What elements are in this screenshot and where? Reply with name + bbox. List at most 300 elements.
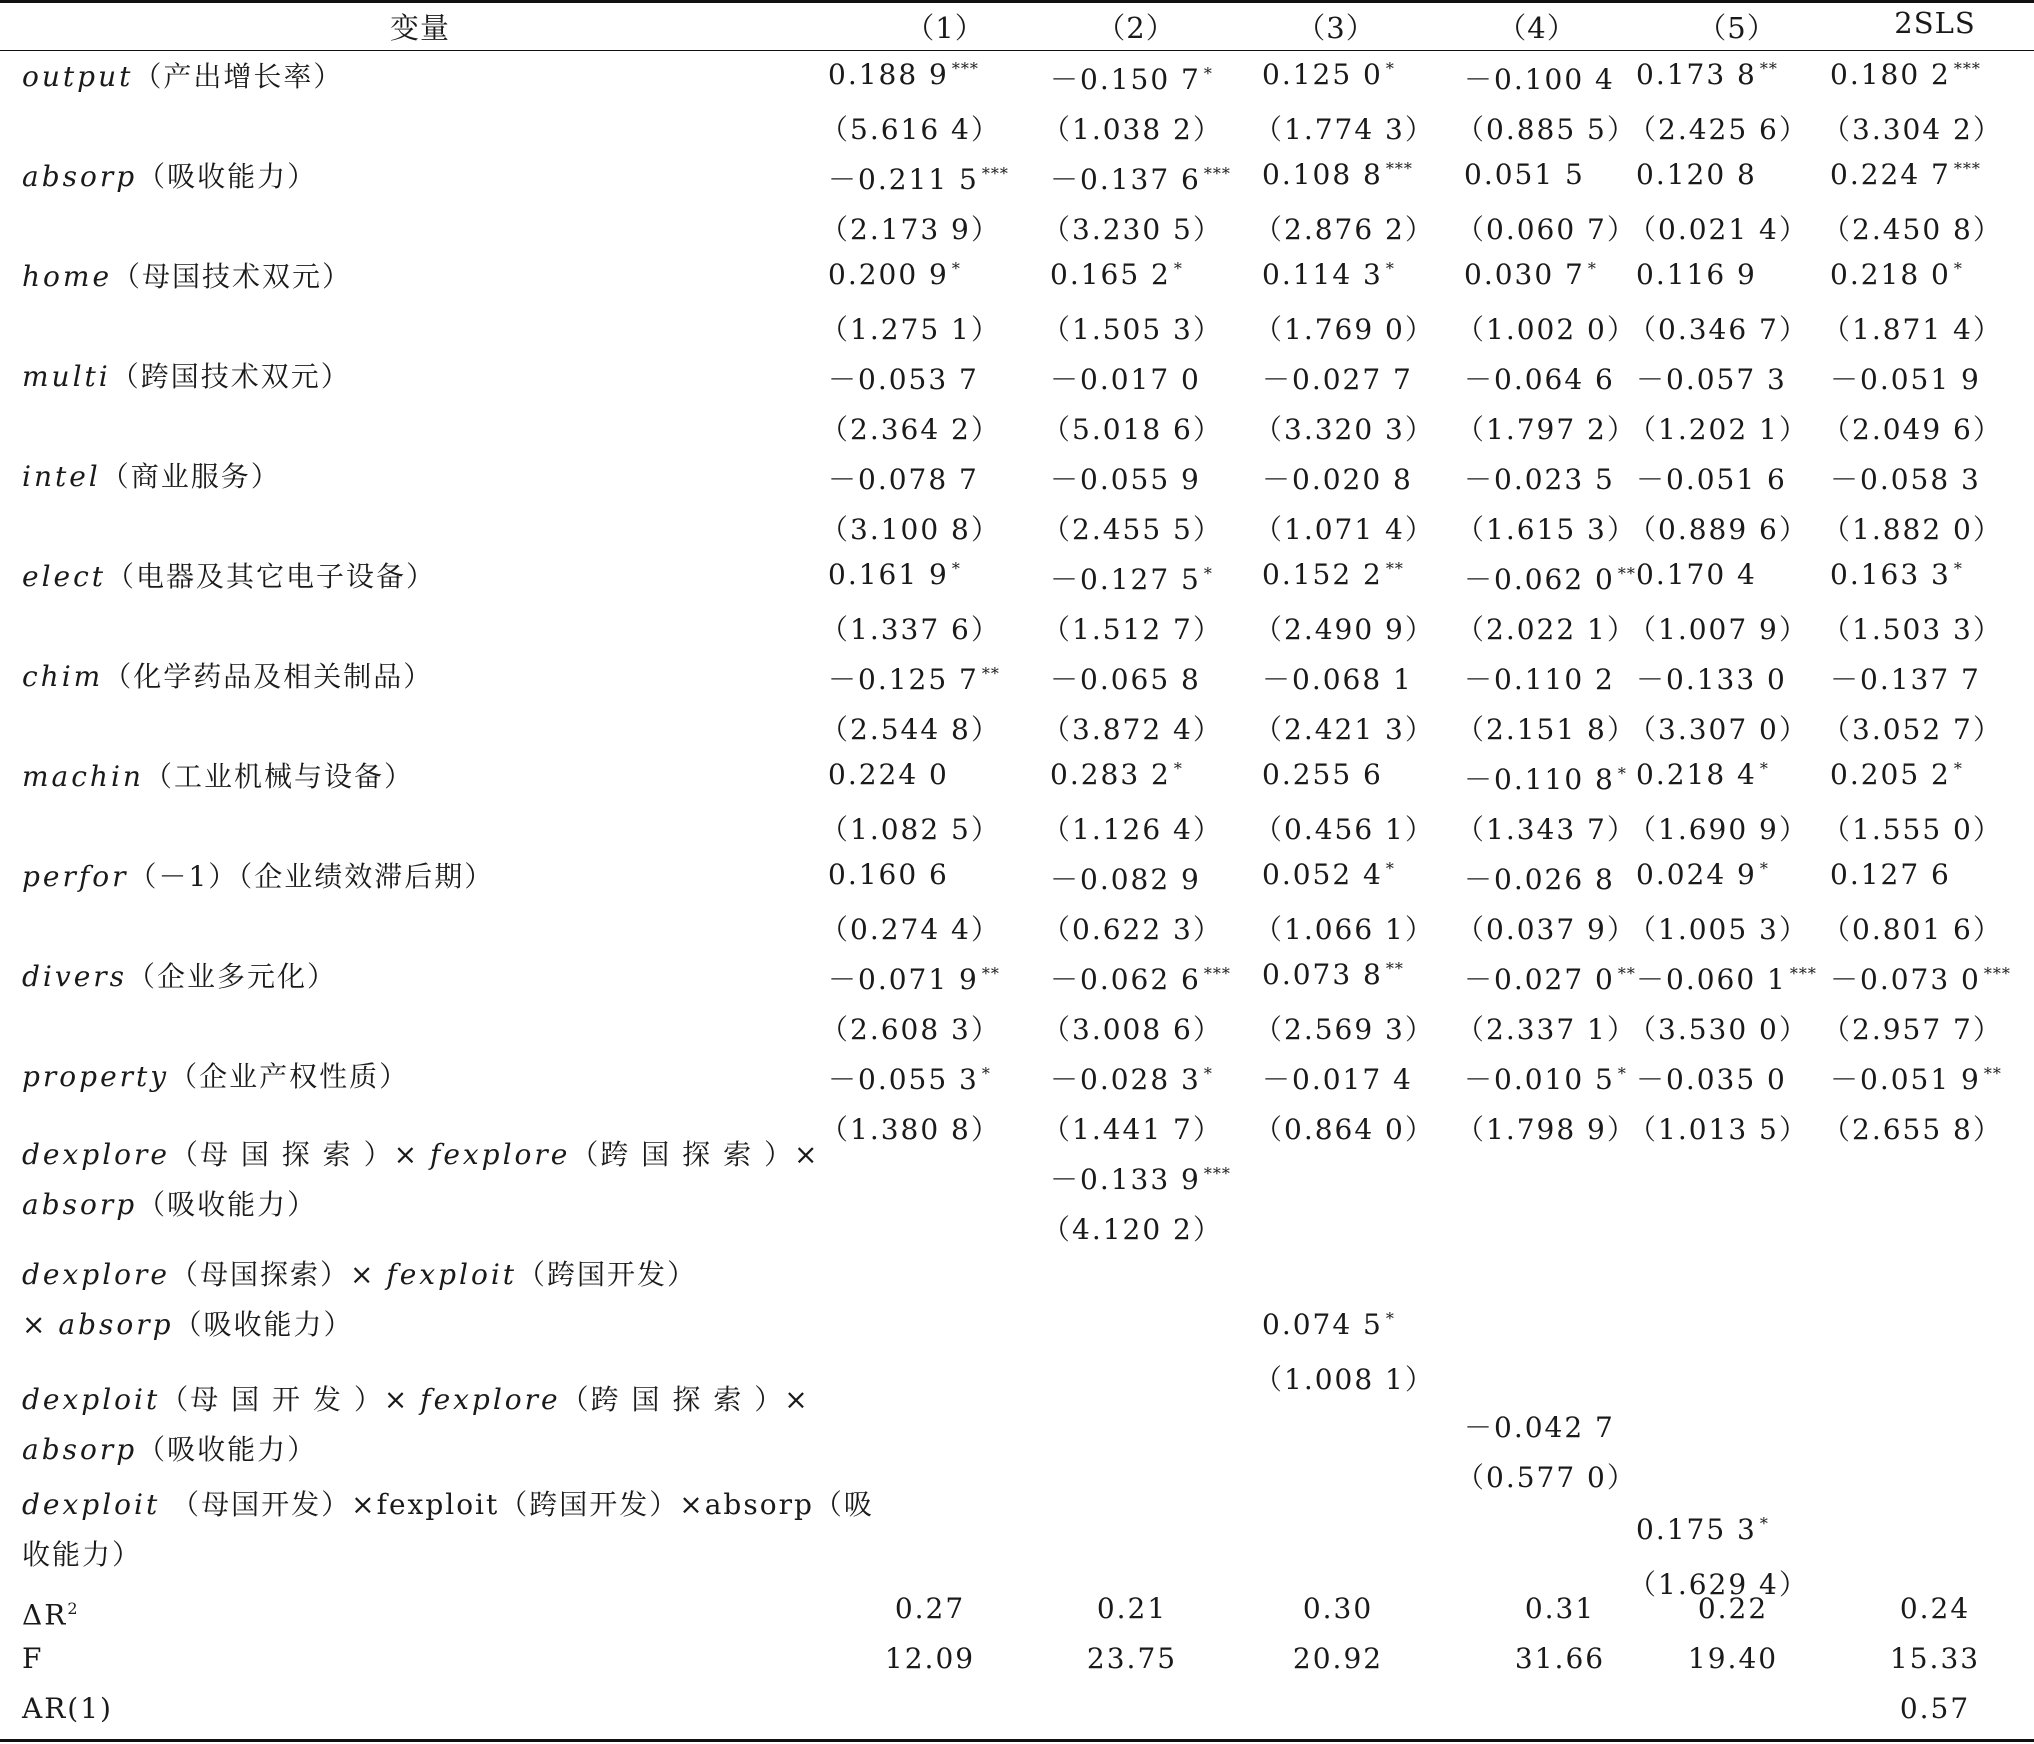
standard-error-cell bbox=[820, 108, 1001, 148]
variable-label-intel bbox=[22, 452, 281, 502]
standard-error-cell bbox=[1042, 308, 1223, 348]
cell-text: （4.120 2） bbox=[1042, 1213, 1223, 1246]
variable-code: absorp bbox=[22, 1188, 138, 1221]
coefficient-cell bbox=[1636, 258, 1757, 291]
cell-text: 31.66 bbox=[1514, 1642, 1606, 1675]
standard-error-cell bbox=[1456, 1108, 1637, 1148]
cell-text: （2.957 7） bbox=[1822, 1013, 2003, 1046]
cell-text: 0.57 bbox=[1899, 1692, 1971, 1725]
cell-text: 0.175 3 bbox=[1636, 1513, 1757, 1546]
cell-text: －0.062 6 bbox=[1050, 963, 1201, 996]
standard-error-cell bbox=[1822, 108, 2003, 148]
coefficient-cell bbox=[1050, 658, 1201, 698]
cell-text: －0.137 6 bbox=[1050, 163, 1201, 196]
cell-text: 0.188 9 bbox=[828, 58, 949, 91]
standard-error-cell bbox=[1042, 208, 1223, 248]
significance-stars: * bbox=[1203, 1064, 1213, 1083]
cell-text: （1.275 1） bbox=[820, 313, 1001, 346]
significance-stars: ** bbox=[1759, 59, 1778, 78]
interaction-coefficient bbox=[1636, 1513, 1769, 1546]
significance-stars: * bbox=[951, 259, 961, 278]
cell-text: 0.283 2 bbox=[1050, 758, 1171, 791]
cell-text: 0.051 5 bbox=[1464, 158, 1585, 191]
stat-value bbox=[1515, 1642, 1605, 1675]
significance-stars: *** bbox=[1789, 964, 1817, 983]
coefficient-cell bbox=[1830, 658, 1981, 698]
coefficient-cell bbox=[828, 858, 949, 891]
variable-description: （－1）（企业绩效滞后期） bbox=[128, 860, 495, 893]
variable-code: fexplore bbox=[429, 1138, 571, 1171]
standard-error-cell bbox=[1254, 1008, 1435, 1048]
cell-text: （1.008 1） bbox=[1254, 1363, 1435, 1396]
coefficient-cell bbox=[1262, 658, 1413, 698]
stat-name: F bbox=[22, 1642, 44, 1675]
cell-text: （2.490 9） bbox=[1254, 613, 1435, 646]
variable-label-output bbox=[22, 52, 343, 102]
standard-error-cell bbox=[1042, 808, 1223, 848]
cell-text: （0.864 0） bbox=[1254, 1113, 1435, 1146]
significance-stars: * bbox=[1953, 559, 1963, 578]
cell-text: －0.065 8 bbox=[1050, 663, 1201, 696]
cell-text: 0.125 0 bbox=[1262, 58, 1383, 91]
significance-stars: *** bbox=[1953, 159, 1981, 178]
cell-text: （1.774 3） bbox=[1254, 113, 1435, 146]
significance-stars: ** bbox=[1385, 959, 1404, 978]
cell-text: －0.055 3 bbox=[828, 1063, 979, 1096]
cell-text: 23.75 bbox=[1086, 1642, 1178, 1675]
standard-error-cell bbox=[1254, 108, 1435, 148]
coefficient-cell bbox=[1464, 858, 1615, 898]
standard-error-cell bbox=[820, 308, 1001, 348]
coefficient-cell bbox=[1636, 858, 1769, 891]
cell-text: （1.380 8） bbox=[820, 1113, 1001, 1146]
standard-error-cell bbox=[1042, 508, 1223, 548]
standard-error-cell bbox=[1042, 608, 1223, 648]
cell-text: －0.055 9 bbox=[1050, 463, 1201, 496]
cell-text: （2.455 5） bbox=[1042, 513, 1223, 546]
variable-label-chim bbox=[22, 652, 433, 702]
standard-error-cell bbox=[1822, 308, 2003, 348]
cell-text: －0.150 7 bbox=[1050, 63, 1201, 96]
variable-description: （母 国 探 索 ）× bbox=[169, 1138, 430, 1171]
standard-error-cell bbox=[820, 1008, 1001, 1048]
variable-description: （跨 国 探 索 ）× bbox=[560, 1383, 810, 1416]
cell-text: －0.073 0 bbox=[1830, 963, 1981, 996]
variable-code: output bbox=[22, 60, 134, 93]
variable-description: （吸收能力） bbox=[137, 1433, 318, 1466]
stat-value bbox=[1698, 1592, 1768, 1625]
variable-description: （吸收能力） bbox=[173, 1308, 354, 1341]
significance-stars: * bbox=[1953, 259, 1963, 278]
cell-text: （2.364 2） bbox=[820, 413, 1001, 446]
cell-text: －0.027 0 bbox=[1464, 963, 1615, 996]
coefficient-cell bbox=[828, 658, 1000, 698]
coefficient-cell bbox=[1050, 358, 1201, 398]
interaction-standard-error bbox=[1456, 1456, 1637, 1496]
cell-text: 0.224 0 bbox=[828, 758, 949, 791]
significance-stars: ** bbox=[981, 964, 1000, 983]
cell-text: （0.622 3） bbox=[1042, 913, 1223, 946]
standard-error-cell bbox=[1042, 108, 1223, 148]
coefficient-cell bbox=[1636, 358, 1787, 398]
standard-error-cell bbox=[1628, 108, 1809, 148]
significance-stars: * bbox=[1385, 859, 1395, 878]
cell-text: －0.211 5 bbox=[828, 163, 979, 196]
cell-text: 0.160 6 bbox=[828, 858, 949, 891]
standard-error-cell bbox=[1042, 408, 1223, 448]
column-header-6: 2SLS bbox=[1894, 6, 1976, 40]
standard-error-cell bbox=[1254, 1108, 1435, 1148]
variable-code: perfor bbox=[22, 860, 129, 893]
standard-error-cell bbox=[1456, 608, 1637, 648]
coefficient-cell bbox=[1636, 658, 1787, 698]
stat-superscript: 2 bbox=[67, 1599, 80, 1618]
cell-text: －0.100 4 bbox=[1464, 63, 1615, 96]
standard-error-cell bbox=[1456, 208, 1637, 248]
cell-text: －0.071 9 bbox=[828, 963, 979, 996]
coefficient-cell bbox=[828, 958, 1000, 998]
cell-text: 0.205 2 bbox=[1830, 758, 1951, 791]
cell-text: （0.274 4） bbox=[820, 913, 1001, 946]
variable-label-divers bbox=[22, 952, 337, 1002]
coefficient-cell bbox=[1050, 158, 1231, 198]
cell-text: （1.007 9） bbox=[1628, 613, 1809, 646]
significance-stars: * bbox=[1203, 564, 1213, 583]
cell-text: 0.31 bbox=[1524, 1592, 1596, 1625]
standard-error-cell bbox=[820, 808, 1001, 848]
variable-description: （电器及其它电子设备） bbox=[106, 560, 437, 593]
cell-text: （2.655 8） bbox=[1822, 1113, 2003, 1146]
significance-stars: * bbox=[1587, 259, 1597, 278]
significance-stars: ** bbox=[1617, 964, 1636, 983]
cell-text: －0.125 7 bbox=[828, 663, 979, 696]
standard-error-cell bbox=[1822, 1008, 2003, 1048]
cell-text: 19.40 bbox=[1687, 1642, 1779, 1675]
interaction-label-line1 bbox=[22, 1130, 819, 1180]
standard-error-cell bbox=[1042, 1108, 1223, 1148]
cell-text: 0.161 9 bbox=[828, 558, 949, 591]
top-rule bbox=[0, 0, 2034, 3]
cell-text: 0.173 8 bbox=[1636, 58, 1757, 91]
cell-text: －0.068 1 bbox=[1262, 663, 1413, 696]
cell-text: 0.030 7 bbox=[1464, 258, 1585, 291]
variable-code: dexplore bbox=[22, 1258, 170, 1291]
stat-value bbox=[1303, 1592, 1373, 1625]
cell-text: －0.058 3 bbox=[1830, 463, 1981, 496]
cell-text: （2.569 3） bbox=[1254, 1013, 1435, 1046]
standard-error-cell bbox=[1628, 1108, 1809, 1148]
cell-text: 0.074 5 bbox=[1262, 1308, 1383, 1341]
standard-error-cell bbox=[1822, 608, 2003, 648]
variable-description: （工业机械与设备） bbox=[143, 760, 414, 793]
stat-value bbox=[895, 1592, 965, 1625]
standard-error-cell bbox=[1254, 908, 1435, 948]
standard-error-cell bbox=[1822, 508, 2003, 548]
interaction-label-line2 bbox=[22, 1530, 142, 1580]
cell-text: 0.120 8 bbox=[1636, 158, 1757, 191]
variable-code: multi bbox=[22, 360, 111, 393]
variable-description: （跨国技术双元） bbox=[110, 360, 351, 393]
significance-stars: ** bbox=[1385, 559, 1404, 578]
significance-stars: * bbox=[1173, 759, 1183, 778]
cell-text: －0.082 9 bbox=[1050, 863, 1201, 896]
cell-text: （1.615 3） bbox=[1456, 513, 1637, 546]
variable-description: （跨国开发） bbox=[517, 1258, 698, 1291]
cell-text: －0.020 8 bbox=[1262, 463, 1413, 496]
interaction-label-line1 bbox=[22, 1375, 810, 1425]
coefficient-cell bbox=[828, 258, 961, 291]
cell-text: （2.544 8） bbox=[820, 713, 1001, 746]
cell-text: 0.22 bbox=[1697, 1592, 1769, 1625]
interaction-coefficient bbox=[1262, 1308, 1395, 1341]
significance-stars: ** bbox=[1983, 1064, 2002, 1083]
cell-text: －0.017 4 bbox=[1262, 1063, 1413, 1096]
standard-error-cell bbox=[1254, 308, 1435, 348]
cell-text: （3.230 5） bbox=[1042, 213, 1223, 246]
cell-text: －0.027 7 bbox=[1262, 363, 1413, 396]
coefficient-cell bbox=[1830, 158, 1981, 191]
coefficient-cell bbox=[1830, 758, 1963, 791]
standard-error-cell bbox=[1628, 508, 1809, 548]
coefficient-cell bbox=[1464, 958, 1636, 998]
variable-code: property bbox=[22, 1060, 170, 1093]
cell-text: （1.871 4） bbox=[1822, 313, 2003, 346]
variable-label-machin bbox=[22, 752, 414, 802]
significance-stars: * bbox=[1759, 859, 1769, 878]
coefficient-cell bbox=[828, 758, 949, 791]
variable-code: elect bbox=[22, 560, 107, 593]
cell-text: （3.320 3） bbox=[1254, 413, 1435, 446]
coefficient-cell bbox=[1464, 358, 1615, 398]
cell-text: （1.797 2） bbox=[1456, 413, 1637, 446]
cell-text: 0.163 3 bbox=[1830, 558, 1951, 591]
column-header-4: （4） bbox=[1497, 11, 1577, 45]
standard-error-cell bbox=[1822, 708, 2003, 748]
coefficient-cell bbox=[1262, 958, 1404, 991]
stat-label bbox=[22, 1684, 113, 1734]
significance-stars: * bbox=[1173, 259, 1183, 278]
standard-error-cell bbox=[1628, 308, 1809, 348]
cell-text: （0.346 7） bbox=[1628, 313, 1809, 346]
coefficient-cell bbox=[1050, 58, 1213, 98]
variable-description: （商业服务） bbox=[100, 460, 281, 493]
cell-text: （1.202 1） bbox=[1628, 413, 1809, 446]
cell-text: （0.021 4） bbox=[1628, 213, 1809, 246]
stat-value bbox=[1087, 1642, 1177, 1675]
cell-text: （3.304 2） bbox=[1822, 113, 2003, 146]
significance-stars: * bbox=[1385, 259, 1395, 278]
coefficient-cell bbox=[1636, 1058, 1787, 1098]
variable-description: （母国探索）× bbox=[169, 1258, 387, 1291]
interaction-label-line2 bbox=[22, 1425, 317, 1475]
cell-text: （1.690 9） bbox=[1628, 813, 1809, 846]
cell-text: （3.872 4） bbox=[1042, 713, 1223, 746]
cell-text: （1.503 3） bbox=[1822, 613, 2003, 646]
standard-error-cell bbox=[820, 708, 1001, 748]
cell-text: （2.608 3） bbox=[820, 1013, 1001, 1046]
coefficient-cell bbox=[1636, 758, 1769, 791]
cell-text: （2.151 8） bbox=[1456, 713, 1637, 746]
standard-error-cell bbox=[820, 408, 1001, 448]
standard-error-cell bbox=[820, 508, 1001, 548]
variable-description: （吸收能力） bbox=[137, 1188, 318, 1221]
cell-text: 0.108 8 bbox=[1262, 158, 1383, 191]
interaction-label-line1 bbox=[22, 1250, 697, 1300]
coefficient-cell bbox=[1050, 758, 1183, 791]
column-header-2: （2） bbox=[1096, 11, 1176, 45]
standard-error-cell bbox=[1456, 308, 1637, 348]
coefficient-cell bbox=[1830, 958, 2011, 998]
cell-text: －0.051 6 bbox=[1636, 463, 1787, 496]
standard-error-cell bbox=[1456, 908, 1637, 948]
cell-text: （0.037 9） bbox=[1456, 913, 1637, 946]
cell-text: 12.09 bbox=[884, 1642, 976, 1675]
cell-text: －0.023 5 bbox=[1464, 463, 1615, 496]
cell-text: （1.769 0） bbox=[1254, 313, 1435, 346]
interaction-coefficient bbox=[1050, 1158, 1231, 1198]
significance-stars: *** bbox=[1203, 164, 1231, 183]
standard-error-cell bbox=[820, 908, 1001, 948]
significance-stars: *** bbox=[1203, 1164, 1231, 1183]
coefficient-cell bbox=[1464, 658, 1615, 698]
coefficient-cell bbox=[1262, 458, 1413, 498]
coefficient-cell bbox=[1050, 858, 1201, 898]
cell-text: （3.530 0） bbox=[1628, 1013, 1809, 1046]
standard-error-cell bbox=[1254, 508, 1435, 548]
coefficient-cell bbox=[1464, 758, 1627, 798]
coefficient-cell bbox=[1830, 1058, 2002, 1098]
cell-text: －0.137 7 bbox=[1830, 663, 1981, 696]
standard-error-cell bbox=[1628, 208, 1809, 248]
standard-error-cell bbox=[1628, 1008, 1809, 1048]
cell-text: （1.629 4） bbox=[1628, 1568, 1809, 1601]
cell-text: 15.33 bbox=[1889, 1642, 1981, 1675]
cell-text: （1.555 0） bbox=[1822, 813, 2003, 846]
cell-text: －0.110 2 bbox=[1464, 663, 1615, 696]
variable-description: （母 国 开 发 ）× bbox=[160, 1383, 421, 1416]
standard-error-cell bbox=[1456, 408, 1637, 448]
variable-description: （母国开发）×fexploit（跨国开发）×absorp（吸 bbox=[160, 1488, 874, 1521]
standard-error-cell bbox=[1628, 608, 1809, 648]
standard-error-cell bbox=[1254, 608, 1435, 648]
coefficient-cell bbox=[1050, 258, 1183, 291]
standard-error-cell bbox=[820, 608, 1001, 648]
coefficient-cell bbox=[1830, 558, 1963, 591]
significance-stars: * bbox=[1203, 64, 1213, 83]
cell-text: 0.30 bbox=[1302, 1592, 1374, 1625]
coefficient-cell bbox=[1464, 458, 1615, 498]
variable-code: divers bbox=[22, 960, 128, 993]
cell-text: 0.165 2 bbox=[1050, 258, 1171, 291]
interaction-label-line2 bbox=[22, 1180, 317, 1230]
cell-text: －0.133 9 bbox=[1050, 1163, 1201, 1196]
variable-code: fexplore bbox=[420, 1383, 561, 1416]
cell-text: －0.133 0 bbox=[1636, 663, 1787, 696]
standard-error-cell bbox=[1822, 208, 2003, 248]
cell-text: －0.062 0 bbox=[1464, 563, 1615, 596]
cell-text: （2.022 1） bbox=[1456, 613, 1637, 646]
variable-description: （企业多元化） bbox=[127, 960, 338, 993]
cell-text: （1.343 7） bbox=[1456, 813, 1637, 846]
cell-text: －0.127 5 bbox=[1050, 563, 1201, 596]
coefficient-cell bbox=[828, 58, 979, 91]
cell-text: （1.038 2） bbox=[1042, 113, 1223, 146]
cell-text: （2.425 6） bbox=[1628, 113, 1809, 146]
significance-stars: *** bbox=[1203, 964, 1231, 983]
interaction-standard-error bbox=[1042, 1208, 1223, 1248]
stat-value bbox=[1688, 1642, 1778, 1675]
cell-text: （1.005 3） bbox=[1628, 913, 1809, 946]
cell-text: （2.337 1） bbox=[1456, 1013, 1637, 1046]
standard-error-cell bbox=[1628, 908, 1809, 948]
coefficient-cell bbox=[1464, 1058, 1627, 1098]
significance-stars: * bbox=[1759, 1514, 1769, 1533]
coefficient-cell bbox=[1636, 958, 1817, 998]
coefficient-cell bbox=[1830, 358, 1981, 398]
interaction-label-line1 bbox=[22, 1480, 874, 1530]
variable-label-perfor bbox=[22, 852, 494, 902]
cell-text: －0.064 6 bbox=[1464, 363, 1615, 396]
standard-error-cell bbox=[1456, 708, 1637, 748]
significance-stars: ** bbox=[981, 664, 1000, 683]
coefficient-cell bbox=[1050, 458, 1201, 498]
cell-text: （1.126 4） bbox=[1042, 813, 1223, 846]
variable-code: home bbox=[22, 260, 113, 293]
cell-text: 0.224 7 bbox=[1830, 158, 1951, 191]
cell-text: （0.577 0） bbox=[1456, 1461, 1637, 1494]
cell-text: （3.100 8） bbox=[820, 513, 1001, 546]
cell-text: 20.92 bbox=[1292, 1642, 1384, 1675]
coefficient-cell bbox=[1050, 1058, 1213, 1098]
column-header-0: 变量 bbox=[389, 11, 451, 45]
cell-text: （0.060 7） bbox=[1456, 213, 1637, 246]
coefficient-cell bbox=[828, 558, 961, 591]
column-header-1: （1） bbox=[905, 11, 985, 45]
stat-value bbox=[1097, 1592, 1167, 1625]
cell-text: －0.053 7 bbox=[828, 363, 979, 396]
cell-text: （5.616 4） bbox=[820, 113, 1001, 146]
cell-text: 0.073 8 bbox=[1262, 958, 1383, 991]
standard-error-cell bbox=[1822, 1108, 2003, 1148]
stat-value bbox=[1525, 1592, 1595, 1625]
significance-stars: *** bbox=[1953, 59, 1981, 78]
variable-description: （产出增长率） bbox=[133, 60, 344, 93]
variable-description: 收能力） bbox=[22, 1538, 143, 1571]
coefficient-cell bbox=[1830, 458, 1981, 498]
cell-text: 0.052 4 bbox=[1262, 858, 1383, 891]
significance-stars: * bbox=[951, 559, 961, 578]
column-header-3: （3） bbox=[1296, 11, 1376, 45]
cell-text: －0.035 0 bbox=[1636, 1063, 1787, 1096]
variable-description: （吸收能力） bbox=[137, 160, 318, 193]
coefficient-cell bbox=[1636, 558, 1757, 591]
variable-code: absorp bbox=[22, 1433, 138, 1466]
cell-text: －0.051 9 bbox=[1830, 363, 1981, 396]
cell-text: （1.071 4） bbox=[1254, 513, 1435, 546]
cell-text: （3.052 7） bbox=[1822, 713, 2003, 746]
standard-error-cell bbox=[1042, 1008, 1223, 1048]
cell-text: （1.441 7） bbox=[1042, 1113, 1223, 1146]
stat-value bbox=[1293, 1642, 1383, 1675]
header-rule bbox=[0, 50, 2034, 51]
coefficient-cell bbox=[1262, 358, 1413, 398]
standard-error-cell bbox=[1628, 708, 1809, 748]
standard-error-cell bbox=[1254, 208, 1435, 248]
variable-code: dexploit bbox=[22, 1383, 161, 1416]
cell-text: （1.882 0） bbox=[1822, 513, 2003, 546]
cell-text: －0.026 8 bbox=[1464, 863, 1615, 896]
variable-description: （化学药品及相关制品） bbox=[103, 660, 434, 693]
